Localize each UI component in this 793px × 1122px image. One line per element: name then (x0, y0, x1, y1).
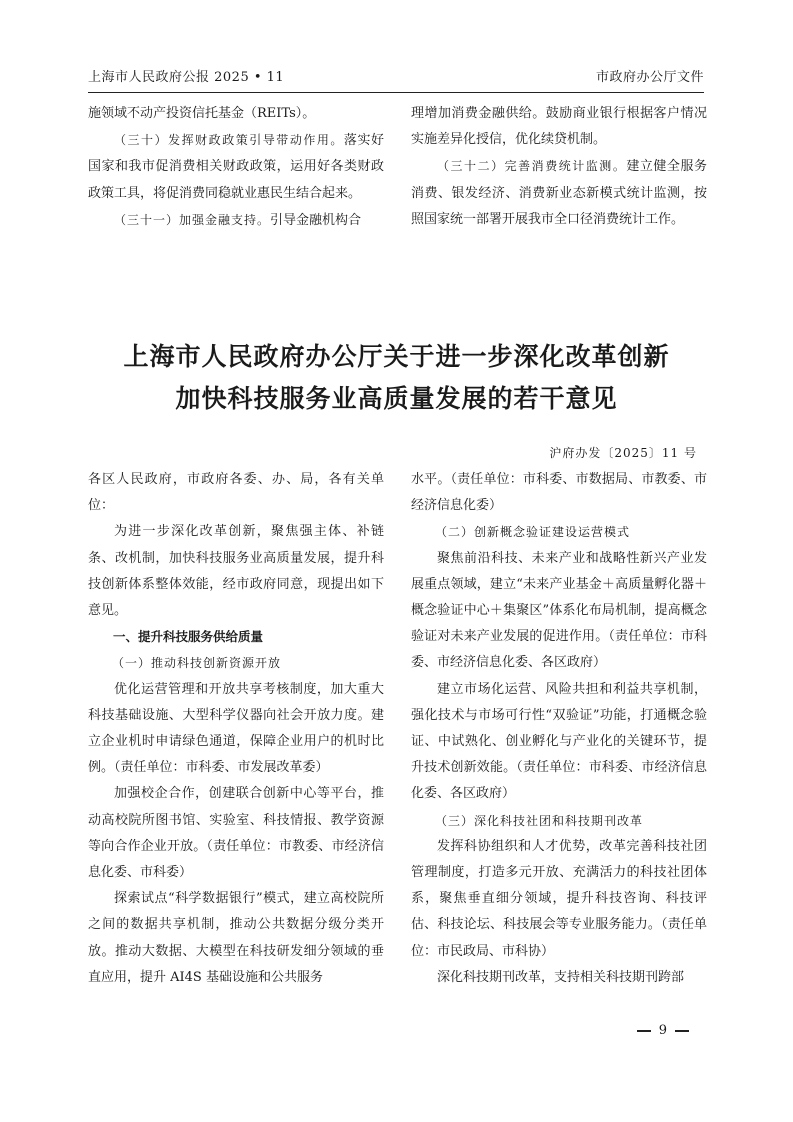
subsection-heading: （一）推动科技创新资源开放 (112, 656, 282, 671)
paragraph: 深化科技期刊改革，支持相关科技期刊跨部 (437, 969, 685, 985)
paragraph: 建立市场化运营、风险共担和利益共享机制，强化技术与市场可行性“双验证”功能，打通概念验证、中试熟化、创业孵化与产业化的关键环节，提升技术创新效能。（责任单位：市科委、市经济信息化委、各区政府） (411, 681, 707, 802)
paragraph-text: 引导金融机构合 (270, 212, 362, 228)
top-left-column (88, 101, 384, 234)
header-rule (88, 92, 704, 93)
paragraph (88, 207, 384, 234)
title-line-2: 加快科技服务业高质量发展的若干意见 (175, 384, 618, 413)
paragraph (411, 153, 707, 233)
paragraph-text: 建立健全服务消费、银发经济、消费新业态新模式统计监测，按照国家统一部署开展我市全口径消费统计工作。 (411, 159, 707, 227)
title-line-1: 上海市人民政府办公厅关于进一步深化改革创新 (123, 342, 670, 371)
document-title (60, 336, 733, 420)
paragraph-heading: （三十一）加强金融支持。 (114, 212, 271, 227)
paragraph: 发挥科协组织和人才优势，改革完善科技社团管理制度，打造多元开放、充满活力的科技社团体系，聚焦垂直细分领域，提升科技咨询、科技评估、科技论坛、科技展会等专业服务能力。（责任单位：市民政局、市科协） (411, 838, 707, 959)
publication-header: 上海市人民政府公报 2025 • 11 (88, 70, 285, 85)
paragraph: 加强校企合作，创建联合创新中心等平台，推动高校院所图书馆、实验室、科技情报、教学资源等向合作企业开放。（责任单位：市教委、市经济信息化委、市科委） (88, 786, 384, 881)
dash-right (675, 1030, 689, 1032)
document-number: 沪府办发〔2025〕11 号 (549, 446, 697, 460)
paragraph: 施领域不动产投资信托基金（REITs）。 (88, 106, 316, 121)
page-number (629, 1023, 697, 1038)
paragraph-heading: （三十）发挥财政政策引导带动作用。 (114, 133, 344, 148)
page-number-value: 9 (658, 1023, 667, 1038)
paragraph: 各区人民政府，市政府各委、办、局，各有关单位： (88, 472, 384, 514)
paragraph: 理增加消费金融供给。鼓励商业银行根据客户情况实施差异化授信，优化续贷机制。 (411, 106, 707, 148)
paragraph: 聚焦前沿科技、未来产业和战略性新兴产业发展重点领域，建立“未来产业基金＋高质量孵化器＋概念验证中心＋集聚区”体系化布局机制，提高概念验证对未来产业发展的促进作用。（责任单位：市科委、市经济信息化委、各区政府） (411, 550, 707, 671)
subsection-heading: （三）深化科技社团和科技期刊改革 (435, 813, 644, 828)
body-right-column (411, 467, 707, 991)
paragraph: 探索试点“科学数据银行”模式，建立高校院所之间的数据共享机制，推动公共数据分级分类开放。推动大数据、大模型在科技研发细分领域的垂直应用，提升 AI4S 基础设施和公共服务 (88, 891, 384, 985)
dash-left (637, 1030, 651, 1032)
paragraph-heading: （三十二）完善消费统计监测。 (437, 159, 627, 174)
paragraph: 优化运营管理和开放共享考核制度，加大重大科技基础设施、大型科学仪器向社会开放力度。建立企业机时申请绿色通道，保障企业用户的机时比例。（责任单位：市科委、市发展改革委） (88, 681, 384, 776)
section-heading: 一、提升科技服务供给质量 (113, 629, 264, 645)
subsection-heading: （二）创新概念验证建设运营模式 (435, 525, 631, 540)
paragraph: 为进一步深化改革创新，聚焦强主体、补链条、改机制，加快科技服务业高质量发展，提升科技创新体系整体效能，经市政府同意，现提出如下意见。 (88, 524, 384, 619)
top-right-column (411, 101, 707, 233)
section-header: 市政府办公厅文件 (595, 70, 704, 85)
paragraph (88, 127, 384, 207)
paragraph: 水平。（责任单位：市科委、市数据局、市教委、市经济信息化委） (411, 472, 707, 514)
body-left-column (88, 467, 384, 991)
paragraph-text: 落实好国家和我市促消费相关财政政策，运用好各类财政政策工具，将促消费同稳就业惠民生结合起来。 (88, 133, 384, 201)
